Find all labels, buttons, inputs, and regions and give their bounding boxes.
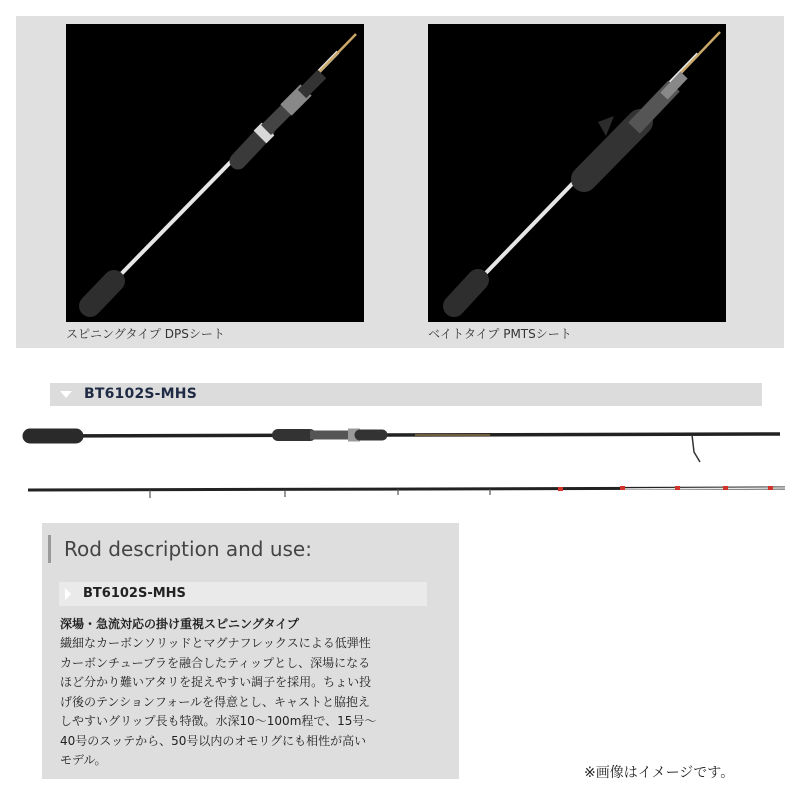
description-model-label: BT6102S-MHS [83,586,186,601]
description-line: しやすいグリップ長も特徴。水深10～100m程で、15号～ [60,714,377,728]
spinning-rod-image [66,24,364,322]
description-heading: Rod description and use: [48,535,312,563]
description-model-bar[interactable] [59,582,427,606]
description-title: 深場・急流対応の掛け重視スピニングタイプ [60,617,299,631]
description-line: ほど分かり難いアタリを捉えやすい調子を採用。ちょい投 [60,675,372,689]
description-body [60,634,430,771]
bait-type-caption: ベイトタイプ PMTSシート [428,327,572,341]
description-line: モデル。 [60,753,107,767]
product-photo-panel [16,16,784,348]
description-line: 繊細なカーボンソリッドとマグナフレックスによる低弾性 [60,636,371,650]
triangle-down-icon [60,391,72,398]
image-disclaimer: ※画像はイメージです。 [584,765,735,781]
spinning-type-photo [66,24,364,322]
bait-type-photo [428,24,726,322]
rod-description-panel [42,523,459,779]
rod-full-length-image [20,412,790,512]
description-line: カーボンチューブラを融合したティップとし、深場になる [60,655,371,670]
model-header-label: BT6102S-MHS [84,386,198,402]
spinning-type-caption: スピニングタイプ DPSシート [66,327,225,341]
description-line: げ後のテンションフォールを得意とし、キャストと脇抱え [60,694,371,709]
model-header-bar[interactable] [50,383,762,406]
triangle-right-icon [65,588,71,600]
bait-rod-image [428,24,726,322]
description-line: 40号のスッテから、50号以内のオモリグにも相性が高い [60,733,367,748]
